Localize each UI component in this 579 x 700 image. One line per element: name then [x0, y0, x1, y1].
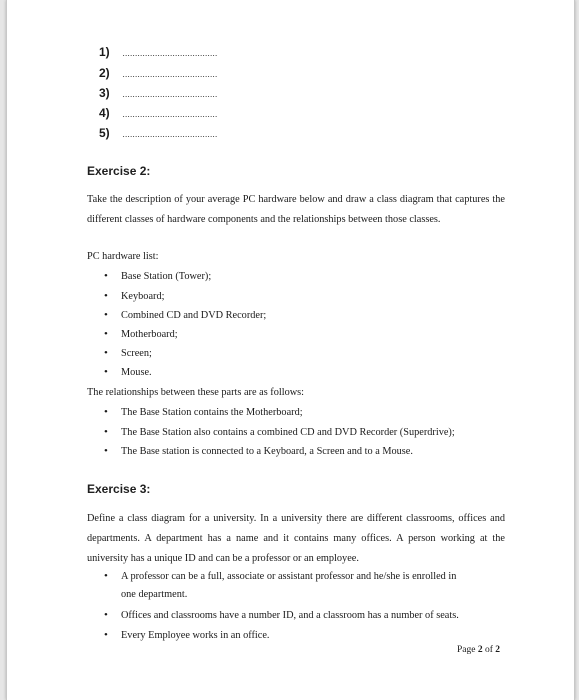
- exercise-2-intro: Take the description of your average PC hardware below and draw a class diagram that captures the different classes of hardware components and the relationships between those classes.: [87, 194, 505, 225]
- bullet-icon: •: [104, 309, 108, 321]
- numbered-item-4: [99, 106, 217, 121]
- bullet-icon: •: [104, 629, 108, 641]
- numbered-item-3: [99, 86, 217, 101]
- exercise-3-intro: Define a class diagram for a university. In a university there are different classrooms, offices and departments. A department has a name and it contains many offices. A person working at the university has a unique ID and can be a professor or an employee.: [87, 513, 505, 564]
- bullet-icon: •: [104, 366, 108, 378]
- numbered-item-label: 3): [99, 86, 110, 100]
- fill-in-blank: ......................................: [122, 129, 218, 139]
- page-number: Page 2 of 2: [456, 645, 500, 655]
- bullet-icon: •: [104, 270, 108, 282]
- numbered-item-label: 5): [99, 126, 110, 140]
- fill-in-blank: ......................................: [122, 89, 218, 99]
- fill-in-blank: ......................................: [122, 48, 218, 58]
- bullet-icon: •: [104, 570, 108, 582]
- document-page: 1) ...................................... 2) ...................................... 3) ...................................... 4) ...................................... 5) ...................................... Exercise 2: Take the description of your average PC hardware below and draw a class diagram that captures the different classes of hardware components and the relationships between those classes. PC hardware list: • Base Station (Tower); • Keyboard; • Combined CD and DVD Recorder; • Motherboard; • Screen; • Mouse. The relationships between these parts are as follows: • The Base Station contains the Motherboard; • The Base Station also contains a combined CD and DVD Recorder (Superdrive); • The Base station is connected to a Keyboard, a Screen and to a Mouse. Exercise 3: Define a class diagram for a university. In a university there are different classrooms, offices and departments. A department has a name and it contains many offices. A person working at the university has a unique ID and can be a professor or an employee. • A professor can be a full, associate or assistant professor and he/she is enrolled in one department. • Offices and classrooms have a number ID, and a classroom has a number of seats. • Every Employee works in an office. Page 2 of 2: [6, 0, 575, 700]
- fill-in-blank: ......................................: [122, 69, 218, 79]
- bullet-icon: •: [104, 290, 108, 302]
- current-page: 2: [477, 645, 483, 655]
- exercise-3-heading: Exercise 3:: [87, 482, 151, 496]
- bullet-icon: •: [104, 609, 108, 621]
- bullet-icon: •: [104, 406, 108, 418]
- numbered-item-label: 1): [99, 45, 110, 59]
- total-pages: 2: [495, 645, 500, 655]
- numbered-item-label: 4): [99, 106, 110, 120]
- bullet-icon: •: [104, 445, 108, 457]
- numbered-item-5: [99, 126, 217, 141]
- relationships-label: The relationships between these parts are as follows:: [87, 387, 305, 398]
- fill-in-blank: ......................................: [122, 109, 218, 119]
- numbered-item-1: [99, 45, 217, 60]
- hardware-list-label: PC hardware list:: [87, 251, 159, 262]
- numbered-item-2: [99, 66, 217, 81]
- exercise-2-heading: Exercise 2:: [87, 164, 151, 178]
- bullet-icon: •: [104, 328, 108, 340]
- numbered-item-label: 2): [99, 66, 110, 80]
- bullet-icon: •: [104, 426, 108, 438]
- bullet-icon: •: [104, 347, 108, 359]
